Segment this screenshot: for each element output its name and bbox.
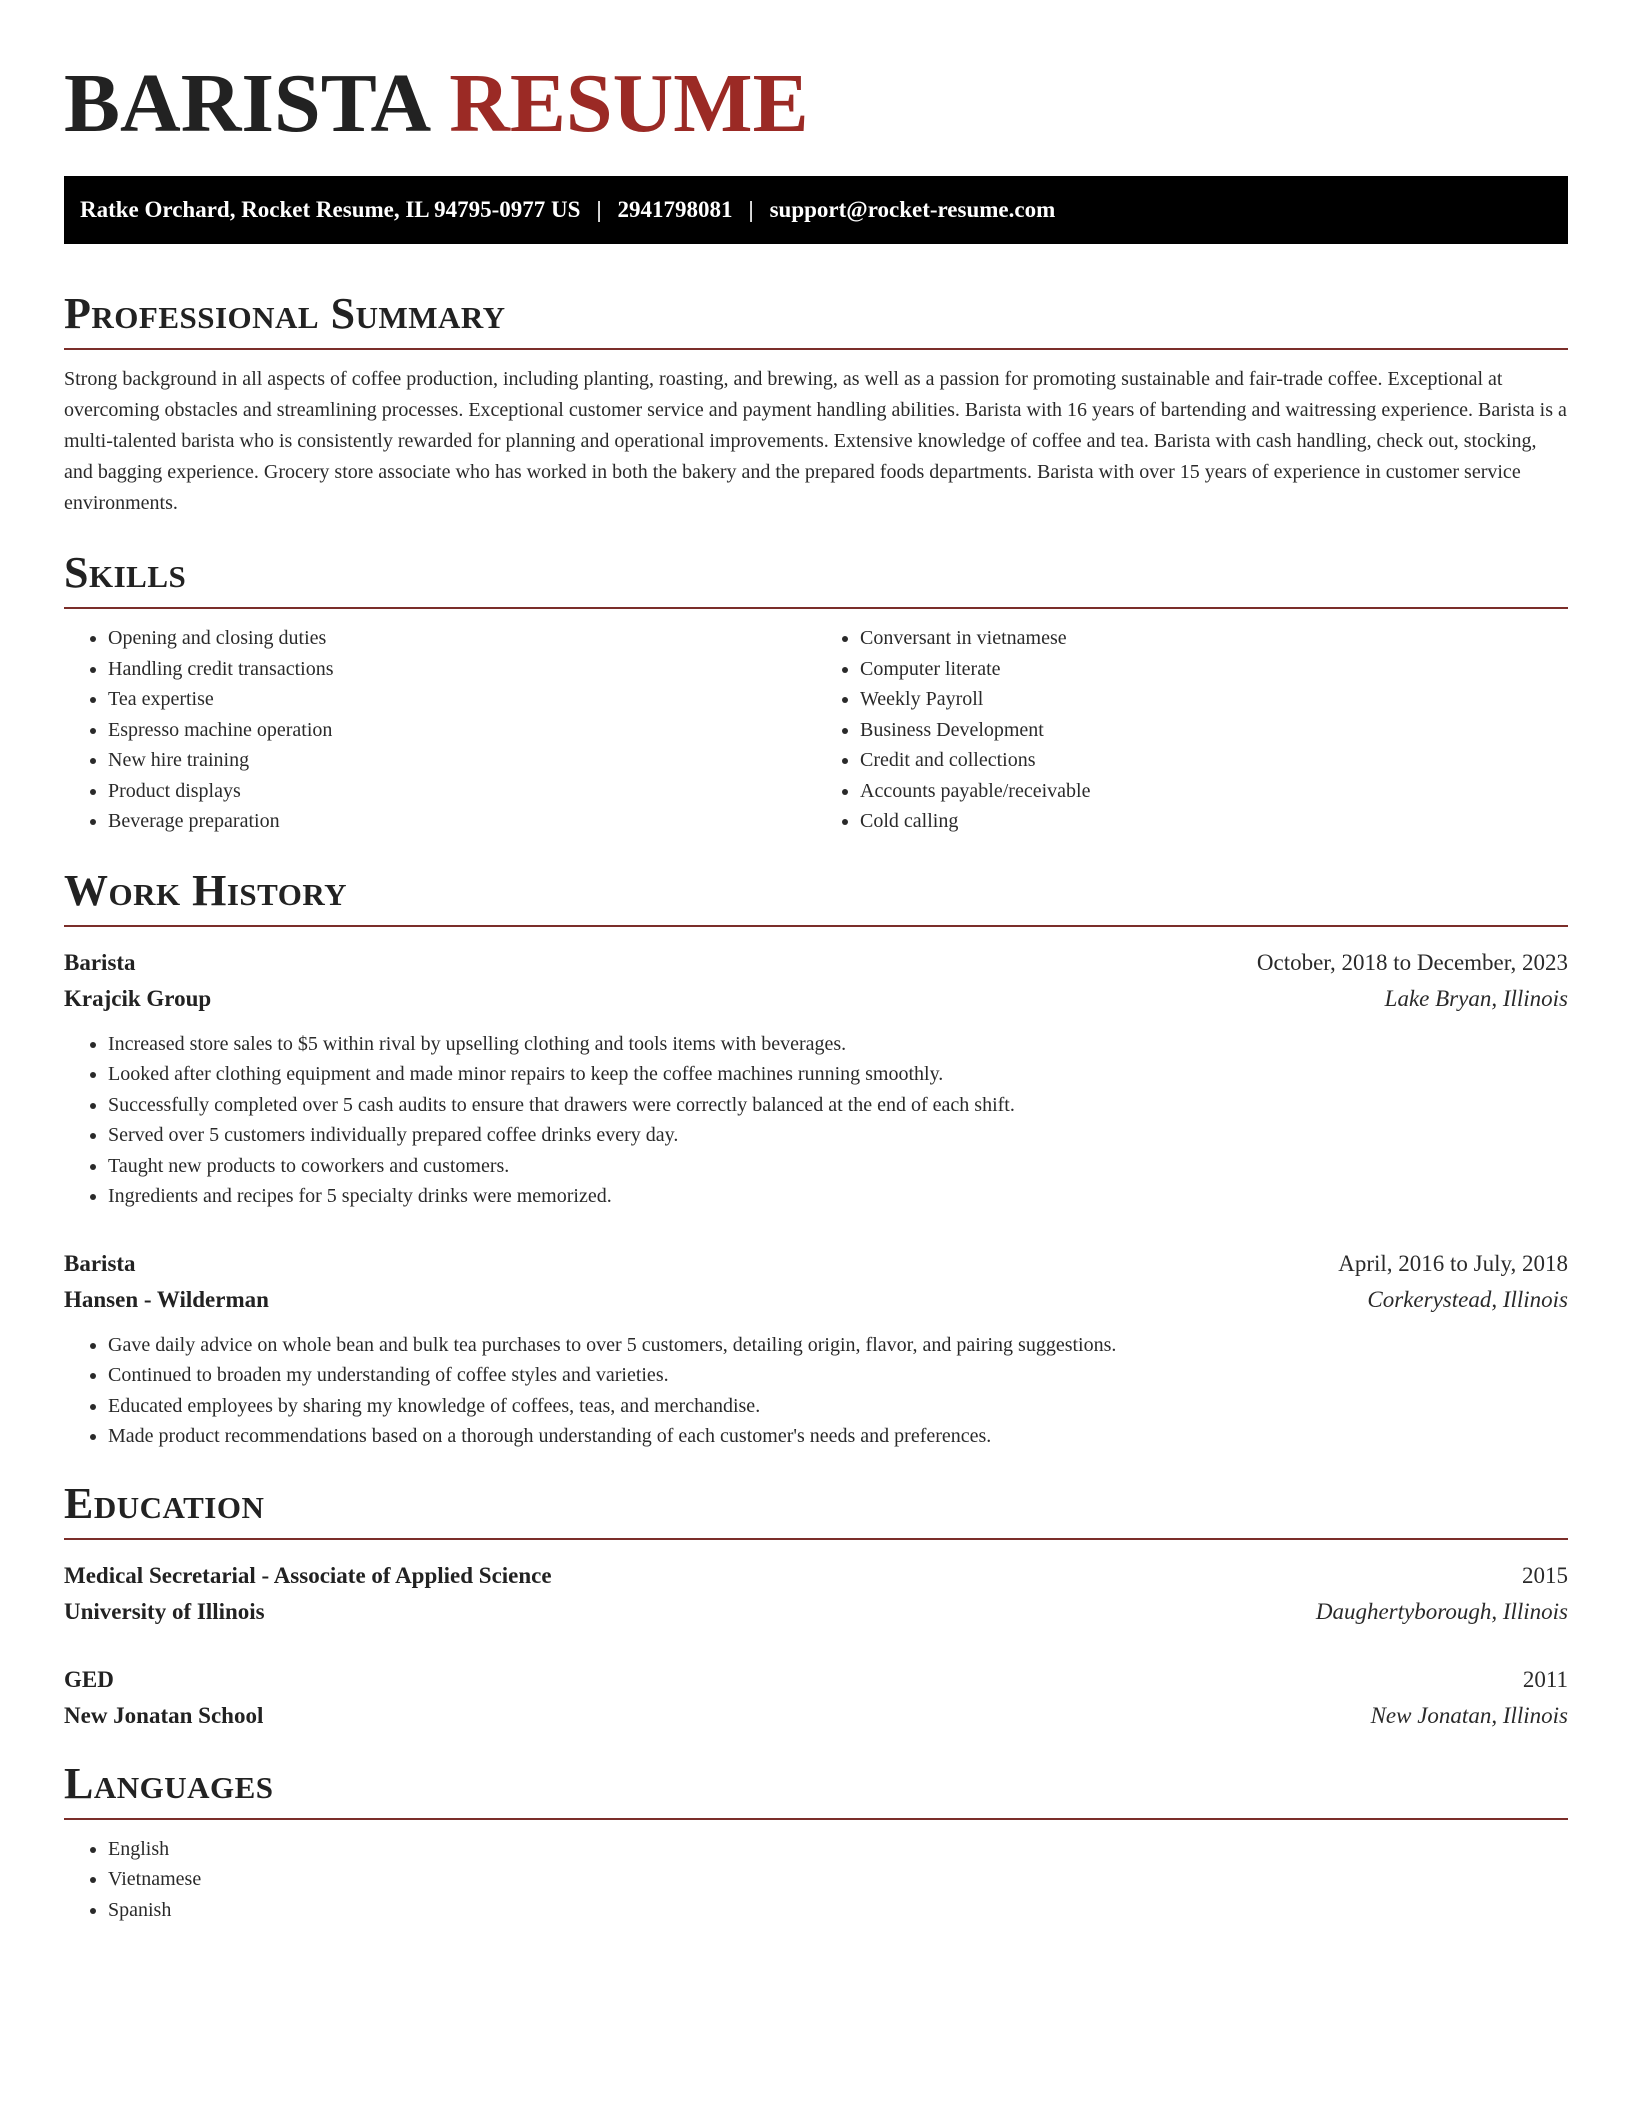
degree-row bbox=[64, 1662, 1568, 1698]
job-entry bbox=[64, 1246, 1568, 1452]
languages-section bbox=[64, 1758, 1568, 1926]
education-section bbox=[64, 1478, 1568, 1734]
contact-bar bbox=[64, 176, 1568, 244]
skill-item: • Credit and collections bbox=[860, 745, 1568, 776]
job-duty: • Looked after clothing equipment and made minor repairs to keep the coffee machines running smoothly. bbox=[108, 1059, 1568, 1090]
job-duty: • Increased store sales to $5 within rival by upselling clothing and tools items with beverages. bbox=[108, 1029, 1568, 1060]
contact-separator: | bbox=[748, 197, 754, 222]
education-entry bbox=[64, 1662, 1568, 1734]
skills-section bbox=[64, 547, 1568, 837]
job-location: Lake Bryan, Illinois bbox=[1384, 985, 1568, 1011]
section-heading: Work History bbox=[64, 865, 348, 915]
section-divider bbox=[64, 1538, 1568, 1540]
school-location: Daughertyborough, Illinois bbox=[1315, 1598, 1568, 1624]
professional-summary-section bbox=[64, 288, 1568, 519]
job-title-row bbox=[64, 945, 1568, 981]
job-duty: • Taught new products to coworkers and customers. bbox=[108, 1151, 1568, 1182]
section-heading: Languages bbox=[64, 1758, 274, 1808]
job-company-row bbox=[64, 1282, 1568, 1318]
skills-columns bbox=[64, 623, 1568, 837]
skill-item: • Opening and closing duties bbox=[108, 623, 816, 654]
skill-item: • Beverage preparation bbox=[108, 806, 816, 837]
job-company: Hansen - Wilderman bbox=[64, 1286, 269, 1312]
skill-item: • Conversant in vietnamese bbox=[860, 623, 1568, 654]
school-location: New Jonatan, Illinois bbox=[1370, 1702, 1568, 1728]
skill-item: • Tea expertise bbox=[108, 684, 816, 715]
language-item: • Spanish bbox=[108, 1895, 1568, 1926]
job-location: Corkerystead, Illinois bbox=[1367, 1286, 1568, 1312]
job-duty: • Continued to broaden my understanding of coffee styles and varieties. bbox=[108, 1360, 1568, 1391]
skill-item: • Computer literate bbox=[860, 654, 1568, 685]
job-duty: • Gave daily advice on whole bean and bulk tea purchases to over 5 customers, detailing origin, flavor, and pairing suggestions. bbox=[108, 1330, 1568, 1361]
job-duty: • Made product recommendations based on a thorough understanding of each customer's needs and preferences. bbox=[108, 1421, 1568, 1452]
degree-year: 2011 bbox=[1522, 1666, 1568, 1692]
skill-item: • Accounts payable/receivable bbox=[860, 776, 1568, 807]
job-dates: October, 2018 to December, 2023 bbox=[1256, 949, 1568, 975]
section-heading: Professional Summary bbox=[64, 289, 506, 338]
title-first-word: BARISTA bbox=[64, 57, 432, 150]
skill-item: • Product displays bbox=[108, 776, 816, 807]
section-divider bbox=[64, 1818, 1568, 1820]
section-divider bbox=[64, 607, 1568, 609]
school-name: New Jonatan School bbox=[64, 1702, 264, 1728]
job-duty: • Ingredients and recipes for 5 specialty drinks were memorized. bbox=[108, 1181, 1568, 1212]
skill-item: • Handling credit transactions bbox=[108, 654, 816, 685]
section-heading: Skills bbox=[64, 548, 187, 597]
contact-separator: | bbox=[596, 197, 602, 222]
job-duties-list bbox=[64, 1330, 1568, 1452]
work-history-section bbox=[64, 865, 1568, 1452]
school-row bbox=[64, 1698, 1568, 1734]
job-duty: • Successfully completed over 5 cash audits to ensure that drawers were correctly balanced at the end of each shift. bbox=[108, 1090, 1568, 1121]
title-second-word: RESUME bbox=[449, 57, 809, 150]
skill-item: • Espresso machine operation bbox=[108, 715, 816, 746]
degree-year: 2015 bbox=[1522, 1562, 1568, 1588]
job-title-row bbox=[64, 1246, 1568, 1282]
skill-item: • New hire training bbox=[108, 745, 816, 776]
education-entry bbox=[64, 1558, 1568, 1630]
contact-address: Ratke Orchard, Rocket Resume, IL 94795-0977 US bbox=[80, 197, 581, 222]
skill-item: • Cold calling bbox=[860, 806, 1568, 837]
job-duties-list bbox=[64, 1029, 1568, 1212]
language-item: • Vietnamese bbox=[108, 1864, 1568, 1895]
school-row bbox=[64, 1594, 1568, 1630]
skill-item: • Business Development bbox=[860, 715, 1568, 746]
degree-name: GED bbox=[64, 1666, 114, 1692]
job-title: Barista bbox=[64, 1250, 136, 1276]
contact-phone: 2941798081 bbox=[617, 197, 733, 222]
language-item: • English bbox=[108, 1834, 1568, 1865]
job-company: Krajcik Group bbox=[64, 985, 212, 1011]
section-heading: Education bbox=[64, 1478, 265, 1528]
job-entry bbox=[64, 945, 1568, 1212]
job-title: Barista bbox=[64, 949, 136, 975]
resume-title bbox=[64, 56, 1568, 152]
section-divider bbox=[64, 348, 1568, 350]
summary-text: Strong background in all aspects of coffee production, including planting, roasting, and brewing, as well as a passion for promoting sustainable and fair-trade coffee. Exceptional at overcoming obstacles and streamlining processes. Exceptional customer service and payment handling abilities. Barista with 16 years of bartending and waitressing experience. Barista is a multi-talented barista who is consistently rewarded for planning and operational improvements. Extensive knowledge of coffee and tea. Barista with cash handling, check out, stocking, and bagging experience. Grocery store associate who has worked in both the bakery and the prepared foods departments. Barista with over 15 years of experience in customer service environments. bbox=[64, 368, 1567, 514]
skills-left-list bbox=[64, 623, 816, 837]
job-company-row bbox=[64, 981, 1568, 1017]
languages-list bbox=[64, 1834, 1568, 1926]
skills-right-list bbox=[816, 623, 1568, 837]
skill-item: • Weekly Payroll bbox=[860, 684, 1568, 715]
degree-row bbox=[64, 1558, 1568, 1594]
section-divider bbox=[64, 925, 1568, 927]
job-duty: • Educated employees by sharing my knowledge of coffees, teas, and merchandise. bbox=[108, 1391, 1568, 1422]
job-duty: • Served over 5 customers individually prepared coffee drinks every day. bbox=[108, 1120, 1568, 1151]
contact-email: support@rocket-resume.com bbox=[769, 197, 1056, 222]
degree-name: Medical Secretarial - Associate of Applied Science bbox=[64, 1562, 552, 1588]
job-dates: April, 2016 to July, 2018 bbox=[1338, 1250, 1568, 1276]
school-name: University of Illinois bbox=[64, 1598, 265, 1624]
